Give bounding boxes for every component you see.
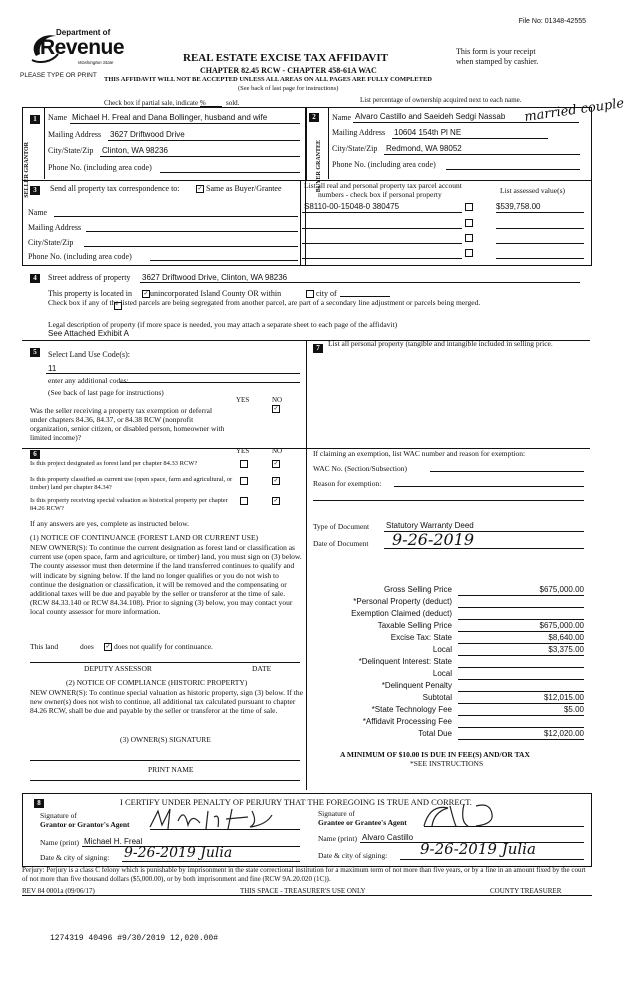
located-county: unincorporated Island County OR within (150, 289, 282, 298)
seller-name-label: Name (48, 113, 68, 122)
sec5-yes-header: YES (236, 396, 250, 404)
seller-side-label: SELLER GRANTOR (24, 142, 30, 198)
file-number: File No: 01348-42555 (518, 18, 586, 25)
grantor-sig-label-2: Grantor or Grantor's Agent (40, 820, 130, 829)
calc-line (458, 643, 584, 644)
seller-city-field[interactable]: Clinton, WA 98236 (102, 146, 168, 155)
form-number: REV 84 0001a (09/06/17) (22, 887, 95, 895)
personal-property-checkbox-2[interactable] (465, 218, 473, 227)
claim-exemption-label: If claiming an exemption, list WAC number and reason for exemption: (313, 449, 526, 458)
calc-value[interactable]: $3,375.00 (548, 645, 584, 654)
exemption-no-checkbox[interactable]: ✓ (273, 406, 279, 413)
see-back-top: (See back of last page for instructions) (238, 85, 339, 92)
buyer-name-label: Name (332, 113, 352, 122)
treasurer-space-label: THIS SPACE - TREASURER'S USE ONLY (240, 887, 366, 895)
doc-type-label: Type of Document (313, 522, 370, 531)
calc-line (458, 715, 584, 716)
personal-property-checkbox-4[interactable] (465, 248, 473, 257)
notice2-title: (2) NOTICE OF COMPLIANCE (HISTORIC PROPERTY) (66, 678, 248, 687)
calc-label: *Delinquent Interest: State (358, 657, 452, 666)
calc-line (458, 655, 584, 656)
land-use-label: Select Land Use Code(s): (48, 350, 130, 359)
buyer-city-field[interactable]: Redmond, WA 98052 (386, 144, 462, 153)
calc-label: *Affidavit Processing Fee (362, 717, 452, 726)
sec3-city-label: City/State/Zip (28, 238, 74, 247)
buyer-side-label: BUYER GRANTEE (316, 140, 322, 193)
parcel-number-field[interactable]: S8110-00-15048-0 380475 (304, 202, 400, 211)
parcel-head-2: numbers - check box if personal property (318, 190, 442, 199)
perjury-statement: Perjury: Perjury is a class C felony which is punishable by imprisonment in the state correctional institution for a maximum term of not more than five years, or by a fine in an amount fixed by the court of not more than five thousand dollars ($5,000.00), or by both imprisonment and fine (RCW 9A.20.020 (1C)). (22, 866, 586, 883)
forest-yes-checkbox[interactable] (240, 459, 248, 468)
sec6-yes-header: YES (236, 447, 250, 455)
seller-phone-label: Phone No. (including area code) (48, 163, 152, 172)
grantee-date-field[interactable]: 9-26-2019 Julia (420, 840, 536, 858)
forest-no-checkbox[interactable]: ✓ (273, 461, 279, 468)
receipt-stamp: 1274319 40496 #9/30/2019 12,020.00# (50, 934, 219, 943)
exemption-question: Was the seller receiving a property tax exemption or deferral under chapters 84.36, 84.37, or 84.38 RCW (nonprofit organization, senior citizen, or disabled person, homeowner with limited income)? (30, 406, 225, 442)
buyer-mail-field[interactable]: 10604 154th Pl NE (394, 128, 462, 137)
section-2-number: 2 (309, 113, 319, 122)
current-use-no-checkbox[interactable]: ✓ (273, 478, 279, 485)
street-address-label: Street address of property (48, 273, 131, 282)
personal-property-label: List all personal property (tangible and intangible included in selling price. (328, 339, 553, 348)
located-label: This property is located in (48, 289, 132, 298)
owner-signature-label: (3) OWNER(S) SIGNATURE (120, 735, 211, 744)
current-use-yes-checkbox[interactable] (240, 476, 248, 485)
notice1-title: (1) NOTICE OF CONTINUANCE (FOREST LAND OR CURRENT USE) (30, 533, 259, 542)
notice1-body: NEW OWNER(S): To continue the current designation as forest land or classification as current use (open space, farm and agriculture, or timber) land, you must sign on (3) below. The county assessor must then determine if the land transferred continues to qualify and will indicate by signing below. If the land no longer qualifies or you do not wish to continue the designation or classification, it will be removed and the compensating or additional taxes will be due and payable by the seller or transferor at the time of sale. (RCW 84.33.140 or RCW 84.34.108). Prior to signing (3) below, you may contact your local county assessor for more information. (30, 543, 302, 617)
partial-sale-label: Check box if partial sale, indicate % (104, 99, 206, 107)
this-land-label: This land (30, 642, 59, 651)
calc-line (458, 607, 584, 608)
personal-property-checkbox-3[interactable] (465, 233, 473, 242)
calc-line (458, 691, 584, 692)
does-label: does (80, 642, 94, 651)
notice2-body: NEW OWNER(S): To continue special valuation as historic property, sign (3) below. If the new owner(s) does not wish to continue, all additional tax calculated pursuant to chapter 84.26 RCW, shall be due and payable by the seller or transferor at the time of sale. (30, 688, 303, 716)
historic-no-checkbox[interactable]: ✓ (273, 498, 279, 505)
seller-city-label: City/State/Zip (48, 146, 94, 155)
receipt-note-2: when stamped by cashier. (456, 57, 539, 66)
calc-line (458, 703, 584, 704)
legal-description-field[interactable]: See Attached Exhibit A (48, 329, 129, 338)
calc-line (458, 667, 584, 668)
see-instructions-note: *SEE INSTRUCTIONS (410, 759, 484, 768)
deputy-assessor-label: DEPUTY ASSESSOR (84, 664, 152, 673)
grantor-signature[interactable] (148, 803, 298, 833)
calc-value[interactable]: $12,020.00 (543, 729, 584, 738)
section-7-number: 7 (313, 344, 323, 353)
section-1-number: 1 (30, 115, 40, 124)
grantor-name-label: Name (print) (40, 838, 79, 847)
unincorporated-checkbox[interactable]: ✓ (143, 291, 149, 298)
calc-label: *Personal Property (deduct) (353, 597, 452, 606)
historic-question: Is this property receiving special valuation as historical property per chapter 84.26 RCW? (30, 497, 228, 512)
land-use-field[interactable]: 11 (48, 364, 57, 373)
warning-text: THIS AFFIDAVIT WILL NOT BE ACCEPTED UNLESS ALL AREAS ON ALL PAGES ARE FULLY COMPLETED (104, 76, 432, 83)
forest-land-question: Is this project designated as forest land per chapter 84.33 RCW? (30, 460, 198, 467)
assessed-head: List assessed value(s) (500, 186, 565, 195)
calc-value[interactable]: $675,000.00 (539, 621, 584, 630)
city-checkbox[interactable] (306, 289, 314, 298)
grantee-sig-label-2: Grantee or Grantee's Agent (318, 818, 407, 827)
section-8-number: 8 (34, 799, 44, 808)
calc-label: *Delinquent Penalty (381, 681, 452, 690)
historic-yes-checkbox[interactable] (240, 496, 248, 505)
grantee-date-label: Date & city of signing: (318, 851, 388, 860)
calc-label: Gross Selling Price (383, 585, 452, 594)
if-yes-note: If any answers are yes, complete as instructed below. (30, 519, 190, 528)
calc-line (458, 619, 584, 620)
calc-line (458, 595, 584, 596)
section-4-number: 4 (30, 274, 40, 283)
buyer-phone-label: Phone No. (including area code) (332, 160, 436, 169)
buyer-handwritten-note: married couple (523, 96, 625, 125)
sec5-see-back: (See back of last page for instructions) (48, 388, 164, 397)
sec3-name-label: Name (28, 208, 48, 217)
does-not-label: does not qualify for continuance. (114, 642, 213, 651)
additional-codes-label: enter any additional codes: (48, 376, 129, 385)
calc-label: Local (432, 669, 452, 678)
reason-label: Reason for exemption: (313, 479, 382, 488)
calc-line (458, 631, 584, 632)
buyer-name-field[interactable]: Alvaro Castillo and Saeideh Sedgi Nassab (355, 112, 506, 121)
current-use-question: Is this property classified as current use (open space, farm and agricultural, or timber) land per chapter 84.34? (30, 476, 233, 491)
same-as-buyer-checkbox[interactable]: ✓ (197, 186, 203, 193)
sec3-mail-label: Mailing Address (28, 223, 82, 232)
wac-label: WAC No. (Section/Subsection) (313, 464, 407, 473)
calc-line (458, 739, 584, 740)
grantee-name-field[interactable]: Alvaro Castillo (362, 833, 414, 842)
seller-name-field[interactable]: Michael H. Freal and Dana Bollinger, husband and wife (72, 113, 268, 122)
grantee-sig-label-1: Signature of (318, 809, 355, 818)
logo-state: Washington State (78, 60, 114, 65)
print-name-label: PRINT NAME (148, 765, 194, 774)
calc-label: Local (432, 645, 452, 654)
calc-label: Total Due (418, 729, 452, 738)
calc-line (458, 679, 584, 680)
calc-label: Taxable Selling Price (377, 621, 452, 630)
calc-value[interactable]: $5.00 (563, 705, 584, 714)
calc-value[interactable]: $8,640.00 (548, 633, 584, 642)
sec5-no-header: NO (272, 396, 283, 404)
grantee-name-label: Name (print) (318, 834, 357, 843)
section-3-number: 3 (30, 186, 40, 195)
calc-line (458, 727, 584, 728)
calc-value[interactable]: $12,015.00 (543, 693, 584, 702)
city-of-label: city of (316, 289, 337, 298)
send-correspondence-label: Send all property tax correspondence to: (50, 184, 180, 193)
form-title: REAL ESTATE EXCISE TAX AFFIDAVIT (183, 52, 388, 64)
date-label: DATE (252, 664, 272, 673)
assessed-value-field[interactable]: $539,758.00 (496, 202, 541, 211)
calc-value[interactable]: $675,000.00 (539, 585, 584, 594)
calc-label: Subtotal (422, 693, 452, 702)
section-5-number: 5 (30, 348, 40, 357)
receipt-note-1: This form is your receipt (456, 47, 536, 56)
calc-label: *State Technology Fee (371, 705, 452, 714)
seller-mail-field[interactable]: 3627 Driftwood Drive (110, 130, 185, 139)
doc-date-field[interactable]: 9-26-2019 (392, 530, 475, 549)
list-percentage-note: List percentage of ownership acquired next to each name. (360, 96, 522, 104)
grantee-signature[interactable] (420, 800, 530, 830)
please-type: PLEASE TYPE OR PRINT (20, 72, 97, 79)
calc-label: Excise Tax: State (390, 633, 452, 642)
personal-property-checkbox-1[interactable] (465, 202, 473, 211)
doc-type-field[interactable]: Statutory Warranty Deed (386, 521, 474, 530)
legal-description-label: Legal description of property (if more space is needed, you may attach a separate sheet to each page of the affidavit) (48, 320, 398, 329)
section-6-number: 6 (30, 450, 40, 459)
calc-label: Exemption Claimed (deduct) (351, 609, 452, 618)
logo-word: Revenue (40, 36, 125, 59)
seller-mail-label: Mailing Address (48, 130, 102, 139)
sold-label: sold. (226, 99, 240, 107)
parcel-head-1: List all real and personal property tax parcel account (304, 181, 462, 190)
sec6-no-header: NO (272, 447, 283, 455)
segregated-label: Check box if any of the listed parcels are being segregated from another parcel, are part of a secondary line adjustment or parcels being merged. (48, 298, 481, 307)
does-not-checkbox[interactable]: ✓ (105, 644, 111, 651)
doc-date-label: Date of Document (313, 539, 369, 548)
buyer-mail-label: Mailing Address (332, 128, 386, 137)
sec3-phone-label: Phone No. (including area code) (28, 252, 132, 261)
street-address-field[interactable]: 3627 Driftwood Drive, Clinton, WA 98236 (142, 273, 288, 282)
same-as-buyer-label: Same as Buyer/Grantee (206, 184, 282, 193)
buyer-city-label: City/State/Zip (332, 144, 378, 153)
logo-dept: Department of (56, 28, 111, 37)
grantor-name-field[interactable]: Michael H. Freal (84, 837, 143, 846)
certify-statement: I CERTIFY UNDER PENALTY OF PERJURY THAT THE FOREGOING IS TRUE AND CORRECT. (120, 797, 472, 807)
grantor-date-label: Date & city of signing: (40, 853, 110, 862)
grantor-date-field[interactable]: 9-26-2019 Julia (124, 845, 233, 861)
form-chapter: CHAPTER 82.45 RCW - CHAPTER 458-61A WAC (200, 66, 377, 75)
grantor-sig-label-1: Signature of (40, 811, 77, 820)
county-treasurer-label: COUNTY TREASURER (490, 887, 562, 895)
minimum-fee-note: A MINIMUM OF $10.00 IS DUE IN FEE(S) AND/OR TAX (340, 750, 530, 759)
